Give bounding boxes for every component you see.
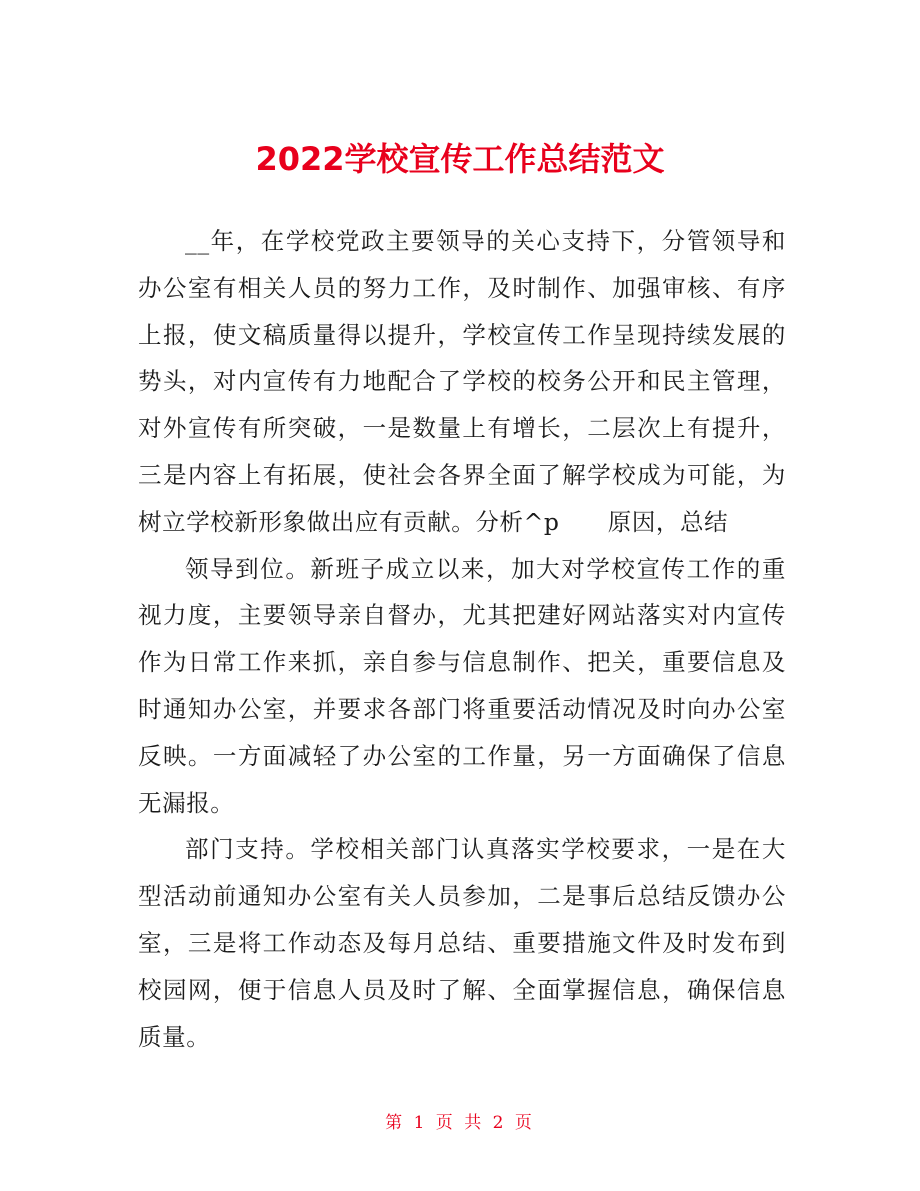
page-footer: 第 1 页 共 2 页 — [385, 1113, 535, 1133]
page-title: 2022学校宣传工作总结范文 — [255, 140, 665, 179]
paragraph-leadership: 领导到位。新班子成立以来，加大对学校宣传工作的重视力度，主要领导亲自督办，尤其把建好网站落实对内宣传作为日常工作来抓，亲自参与信息制作、把关，重要信息及时通知办公室，并要求各部门将重要活动情况及时向办公室反映。一方面减轻了办公室的工作量，另一方面确保了信息无漏报。 — [138, 554, 786, 817]
paragraph-intro: __年，在学校党政主要领导的关心支持下，分管领导和办公室有相关人员的努力工作，及时制作、加强审核、有序上报，使文稿质量得以提升，学校宣传工作呈现持续发展的势头，对内宣传有力地配合了学校的校务公开和民主管理，对外宣传有所突破，一是数量上有增长，二层次上有提升，三是内容上有拓展，使社会各界全面了解学校成为可能，为树立学校新形象做出应有贡献。分析^p 原因，总结 — [138, 227, 786, 536]
paragraph-department-support: 部门支持。学校相关部门认真落实学校要求，一是在大型活动前通知办公室有关人员参加，二是事后总结反馈办公室，三是将工作动态及每月总结、重要措施文件及时发布到校园网，便于信息人员及时了解、全面掌握信息，确保信息质量。 — [138, 835, 786, 1051]
document-body — [138, 218, 786, 1060]
